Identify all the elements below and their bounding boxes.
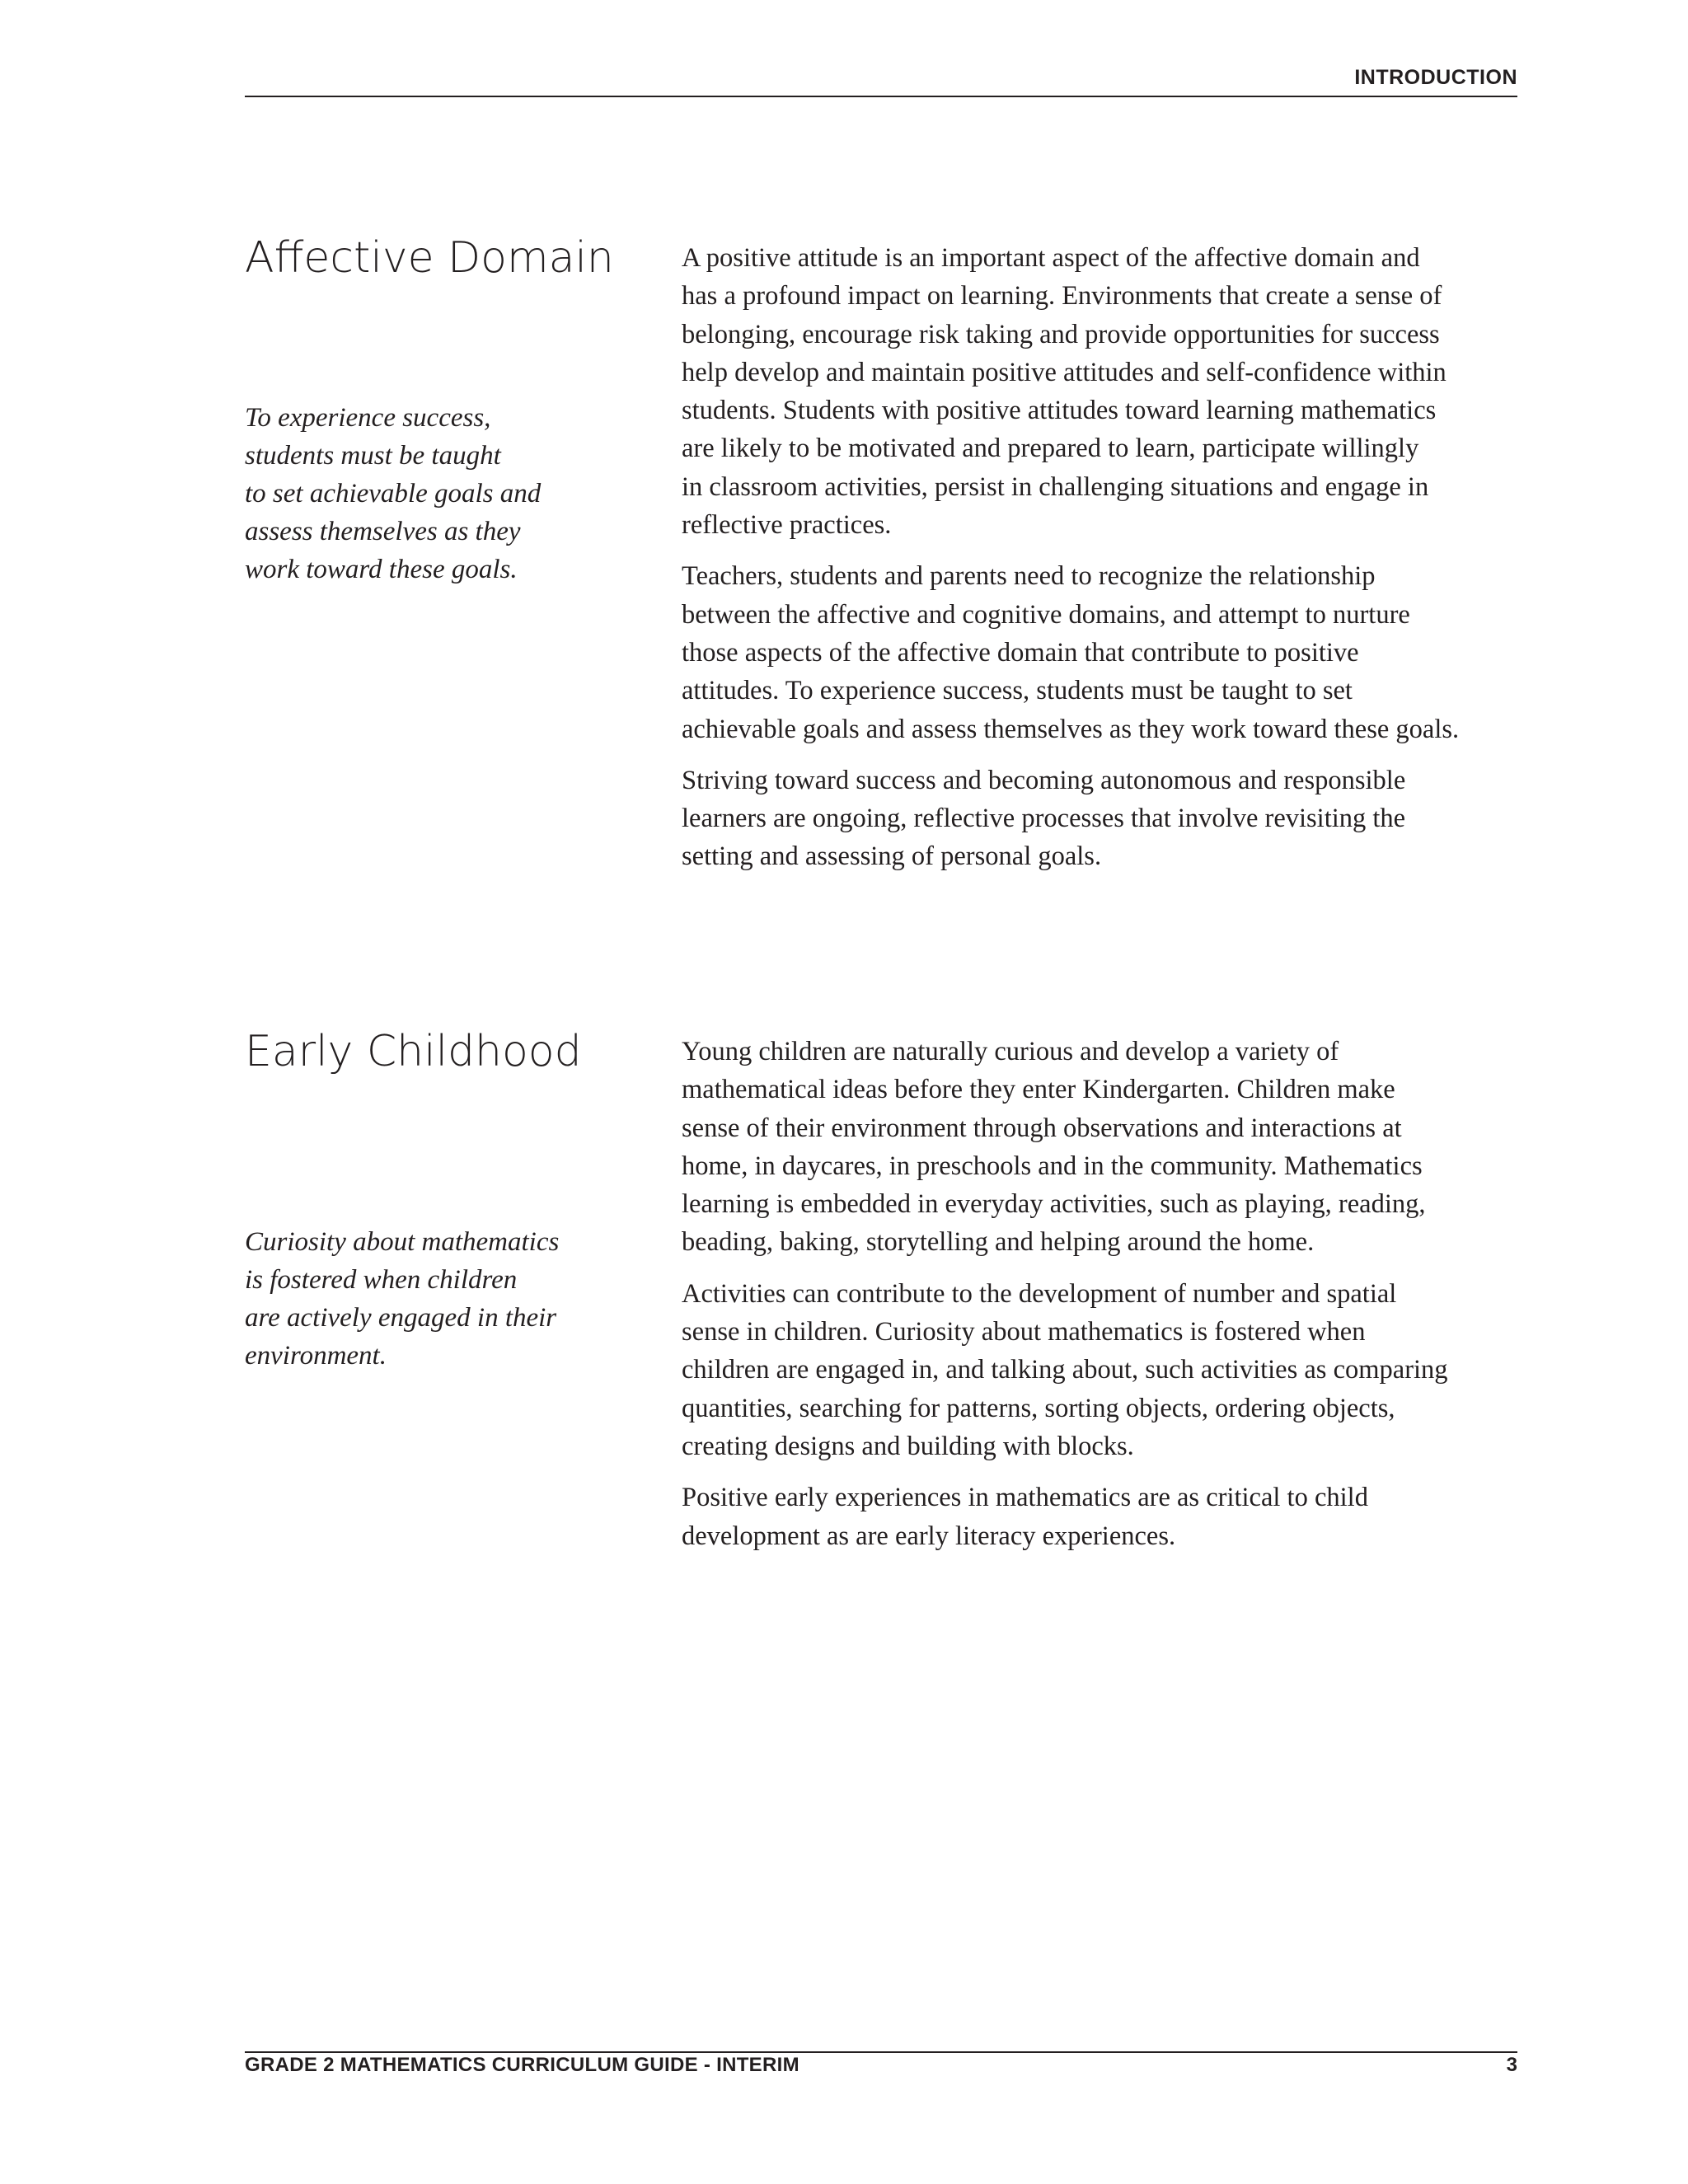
quote-line: environment. <box>245 1341 387 1371</box>
text-line: children are engaged in, and talking about, such activities as comparing <box>682 1355 1448 1385</box>
sidebar-quote-early-childhood <box>245 1223 574 1375</box>
section-title-early-childhood: Early Childhood <box>245 1027 582 1076</box>
paragraph <box>682 1033 1517 1262</box>
text-line: Activities can contribute to the development of number and spatial <box>682 1278 1397 1309</box>
quote-line: To experience success, <box>245 403 491 433</box>
text-line: A positive attitude is an important aspect of the affective domain and <box>682 243 1420 273</box>
text-line: those aspects of the affective domain that contribute to positive <box>682 637 1359 668</box>
footer-rule <box>245 2051 1517 2053</box>
text-line: development as are early literacy experiences. <box>682 1521 1176 1551</box>
paragraph <box>682 1479 1517 1555</box>
text-line: beading, baking, storytelling and helping around the home. <box>682 1227 1315 1258</box>
text-line: attitudes. To experience success, students must be taught to set <box>682 676 1353 706</box>
quote-line: Curiosity about mathematics <box>245 1227 560 1257</box>
text-line: mathematical ideas before they enter Kindergarten. Children make <box>682 1075 1395 1105</box>
page-number: 3 <box>1506 2054 1517 2076</box>
text-line: achievable goals and assess themselves as they work toward these goals. <box>682 714 1460 744</box>
footer-document-title: GRADE 2 MATHEMATICS CURRICULUM GUIDE - INTERIM <box>245 2054 799 2076</box>
text-line: are likely to be motivated and prepared to learn, participate willingly <box>682 434 1419 464</box>
text-line: students. Students with positive attitudes toward learning mathematics <box>682 396 1437 426</box>
text-line: in classroom activities, persist in challenging situations and engage in <box>682 471 1429 502</box>
section-title-affective-domain: Affective Domain <box>245 233 614 283</box>
quote-line: is fostered when children <box>245 1265 518 1295</box>
text-line: home, in daycares, in preschools and in the community. Mathematics <box>682 1151 1423 1181</box>
text-line: Young children are naturally curious and develop a variety of <box>682 1037 1339 1066</box>
text-line: belonging, encourage risk taking and provide opportunities for success <box>682 319 1440 349</box>
header-rule <box>245 96 1517 97</box>
text-line: Striving toward success and becoming autonomous and responsible <box>682 765 1406 795</box>
text-line: learners are ongoing, reflective processes that involve revisiting the <box>682 804 1406 834</box>
paragraph <box>682 1275 1517 1465</box>
text-line: sense of their environment through observations and interactions at <box>682 1113 1402 1143</box>
text-line: help develop and maintain positive attitudes and self-confidence within <box>682 357 1447 387</box>
text-line: reflective practices. <box>682 510 892 541</box>
paragraph <box>682 762 1517 876</box>
quote-line: assess themselves as they <box>245 517 521 546</box>
body-text-affective-domain <box>682 239 1517 889</box>
paragraph <box>682 557 1517 748</box>
text-line: sense in children. Curiosity about mathematics is fostered when <box>682 1317 1366 1347</box>
paragraph <box>682 239 1517 544</box>
running-head: INTRODUCTION <box>1354 66 1517 89</box>
quote-line: students must be taught <box>245 441 501 471</box>
text-line: has a profound impact on learning. Environments that create a sense of <box>682 281 1442 312</box>
text-line: learning is embedded in everyday activities, such as playing, reading, <box>682 1189 1426 1220</box>
quote-line: work toward these goals. <box>245 555 518 584</box>
quote-line: are actively engaged in their <box>245 1303 557 1333</box>
text-line: Positive early experiences in mathematics are as critical to child <box>682 1483 1368 1513</box>
text-line: quantities, searching for patterns, sorting objects, ordering objects, <box>682 1393 1395 1423</box>
sidebar-quote-affective-domain <box>245 399 574 588</box>
text-line: Teachers, students and parents need to recognize the relationship <box>682 561 1376 592</box>
text-line: setting and assessing of personal goals. <box>682 841 1102 872</box>
text-line: between the affective and cognitive domains, and attempt to nurture <box>682 599 1410 630</box>
body-text-early-childhood <box>682 1033 1517 1568</box>
quote-line: to set achievable goals and <box>245 479 542 509</box>
text-line: creating designs and building with blocks. <box>682 1431 1134 1461</box>
